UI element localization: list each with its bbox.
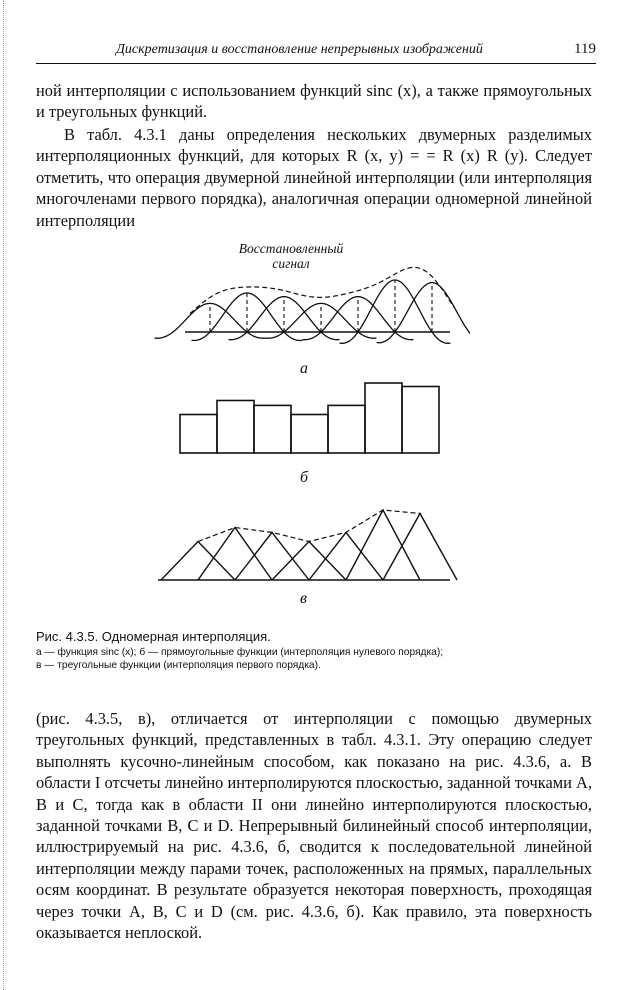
caption-line-1: а — функция sinc (x); б — прямоугольные функции (интерполяция нулевого порядка);: [36, 647, 444, 658]
triangle-function: [383, 514, 457, 581]
sinc-curve: [377, 283, 471, 343]
rect-bar: [291, 415, 328, 454]
triangle-function: [346, 510, 420, 580]
rect-bar: [180, 415, 217, 454]
caption-title: Рис. 4.3.5. Одномерная интерполяция.: [36, 629, 271, 644]
panel-c-triangle: [158, 510, 457, 580]
page-header: [36, 40, 596, 62]
paragraph-3: (рис. 4.3.5, в), отличается от интерполяции с помощью двумерных треугольных функций, представленных в табл. 4.3.1. Эту операцию следует выполнять кусочно-линейным способом, как показано на рис. 4.3.6, а. В области I отсчеты линейно интерполируются плоскостью, заданной точками A, B и C, тогда как в области II они линейно интерполируются плоскостью, заданной точками B, C и D. Непрерывный билинейный способ интерполяции, иллюстрируемый на рис. 4.3.6, б, сводится к последовательной линейной интерполяции между парами точек, расположенных на прямых, параллельных осям координат. В результате образуется некоторая поверхность, проходящая через точки A, B, C и D (см. рис. 4.3.6, б). Как правило, эта поверхность оказывается неплоской.: [36, 709, 592, 943]
rect-bar: [217, 401, 254, 454]
panel-b-rect: [180, 383, 439, 453]
panel-a-label: а: [300, 360, 308, 377]
panel-c-label: в: [300, 590, 307, 607]
page-edge-dots: [3, 0, 6, 990]
panel-b-label: б: [300, 469, 309, 486]
panel-a-sinc: [155, 267, 471, 343]
paragraph-2: В табл. 4.3.1 даны определения нескольких двумерных разделимых интерполяционных функций, для которых R (x, y) = = R (x) R (y). Следует отметить, что операция двумерной линейной интерполяции (или интерполяция многочленами первого порядка), аналогичная операции одномерной линейной интерполяции: [36, 125, 592, 230]
page-number: 119: [574, 41, 596, 57]
rect-bar: [402, 387, 439, 454]
linear-interpolation-line: [198, 510, 420, 542]
triangle-function: [309, 532, 383, 580]
triangle-function: [235, 532, 309, 580]
running-title: Дискретизация и восстановление непрерывных изображений: [116, 42, 483, 57]
paragraph-1: ной интерполяции с использованием функций sinc (x), а также прямоугольных и треугольных функций.: [36, 81, 592, 122]
reconstructed-signal-label: [226, 241, 356, 271]
rect-bar: [254, 405, 291, 453]
reconstructed-label-line2: сигнал: [272, 256, 310, 271]
header-rule: [36, 63, 596, 64]
figure-caption: [36, 628, 596, 672]
reconstructed-label-line1: Восстановленный: [238, 241, 344, 256]
figure-4-3-5: [130, 238, 470, 618]
rect-bar: [328, 405, 365, 453]
rect-bar: [365, 383, 402, 453]
triangle-function: [161, 542, 235, 581]
caption-line-2: в — треугольные функции (интерполяция первого порядка).: [36, 660, 321, 671]
